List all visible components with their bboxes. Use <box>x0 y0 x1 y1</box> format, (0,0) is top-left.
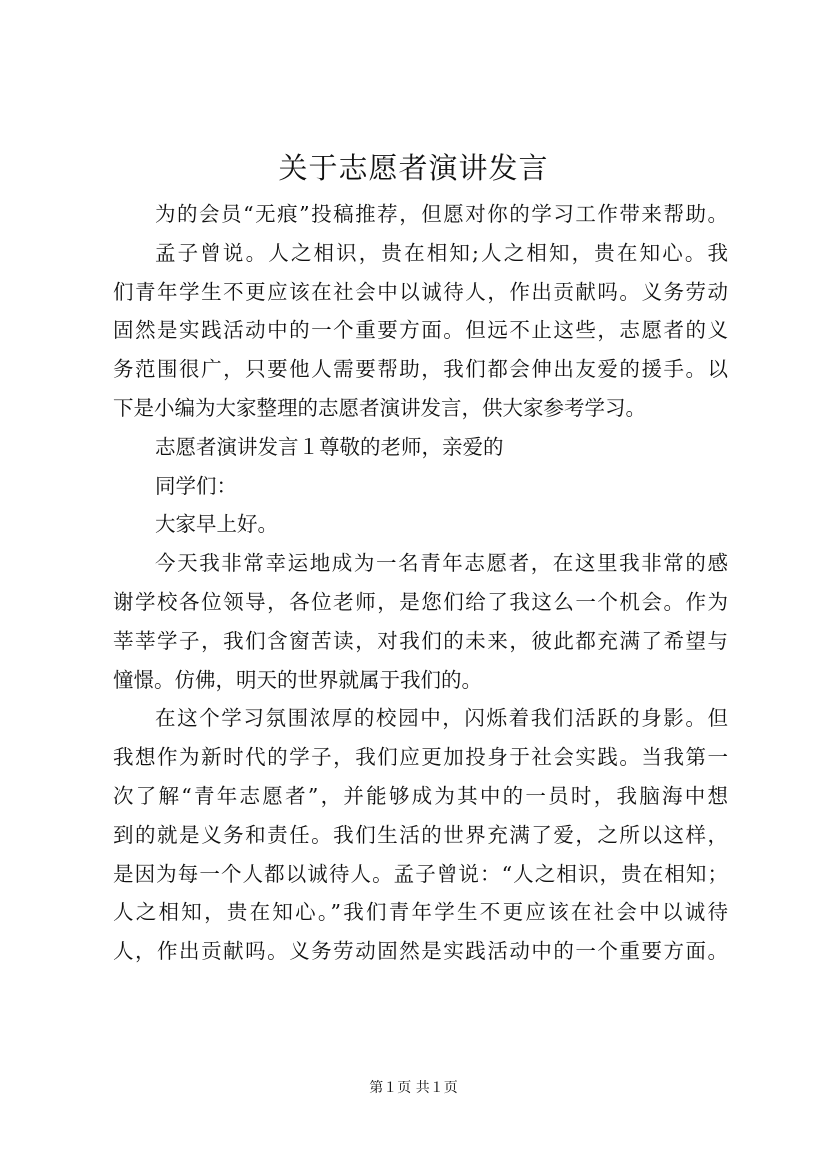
paragraph-line: 为的会员“无痕”投稿推荐，但愿对你的学习工作带来帮助。 <box>155 202 728 226</box>
paragraph-line: 志愿者演讲发言１尊敬的老师，亲爱的 <box>155 434 504 459</box>
paragraph-line: 固然是实践活动中的一个重要方面。但远不止这些，志愿者的义 <box>113 318 728 343</box>
paragraph-line: 憧憬。仿佛，明天的世界就属于我们的。 <box>113 667 482 692</box>
paragraph-line: 务范围很广，只要他人需要帮助，我们都会伸出友爱的援手。以 <box>113 357 728 382</box>
paragraph-line: 我想作为新时代的学子，我们应更加投身于社会实践。当我第一 <box>113 745 728 770</box>
paragraph-line: 次了解“青年志愿者”，并能够成为其中的一员时，我脑海中想 <box>113 783 728 808</box>
paragraph-line: 同学们： <box>155 473 237 498</box>
paragraph-line: 大家早上好。 <box>155 512 278 537</box>
paragraph-line: 下是小编为大家整理的志愿者演讲发言，供大家参考学习。 <box>113 395 646 420</box>
paragraph-line: 人，作出贡献吗。义务劳动固然是实践活动中的一个重要方面。 <box>113 939 728 964</box>
paragraph-line: 莘莘学子，我们含窗苦读，对我们的未来，彼此都充满了希望与 <box>113 628 728 653</box>
page-footer: 第１页 共１页 <box>369 1080 458 1096</box>
paragraph-line: 们青年学生不更应该在社会中以诚待人，作出贡献吗。义务劳动 <box>113 279 728 304</box>
paragraph-line: 孟子曾说。人之相识，贵在相知;人之相知，贵在知心。我 <box>155 240 728 265</box>
paragraph-line: 是因为每一个人都以诚待人。孟子曾说：“人之相识，贵在相知； <box>113 861 728 886</box>
document-body <box>113 195 728 971</box>
document-title: 关于志愿者演讲发言 <box>278 151 549 185</box>
paragraph-line: 在这个学习氛围浓厚的校园中，闪烁着我们活跃的身影。但 <box>155 706 728 731</box>
paragraph-line: 今天我非常幸运地成为一名青年志愿者，在这里我非常的感 <box>155 551 728 576</box>
paragraph-line: 到的就是义务和责任。我们生活的世界充满了爱，之所以这样， <box>113 822 728 847</box>
paragraph-line: 人之相知，贵在知心。”我们青年学生不更应该在社会中以诚待 <box>113 900 728 925</box>
paragraph-line: 谢学校各位领导，各位老师，是您们给了我这么一个机会。作为 <box>113 589 728 614</box>
